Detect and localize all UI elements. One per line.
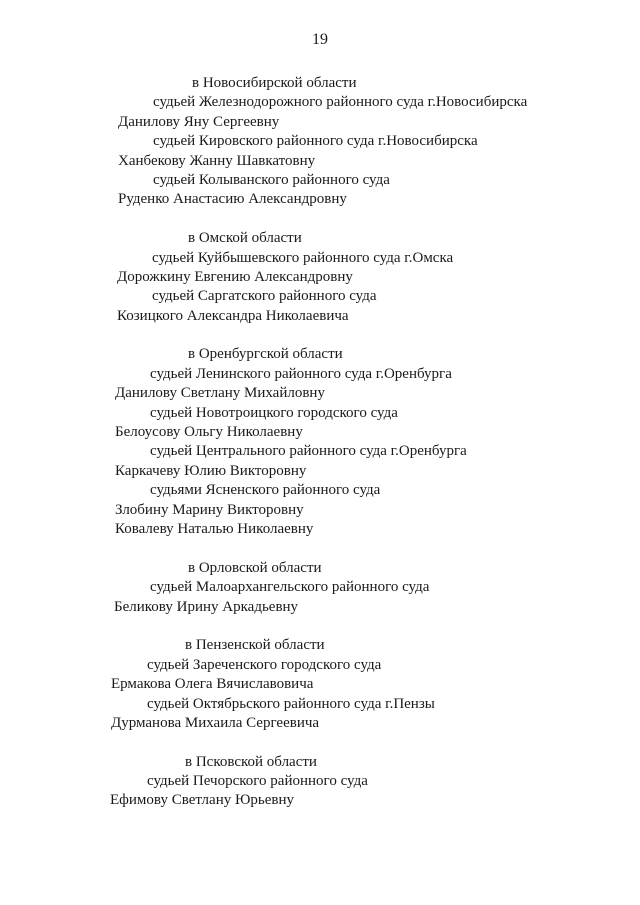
region-heading: в Орловской области xyxy=(188,559,322,576)
person-name: Козицкого Александра Николаевича xyxy=(117,307,349,324)
region-heading: в Омской области xyxy=(188,230,302,247)
person-name: Дорожкину Евгению Александровну xyxy=(117,268,353,285)
person-name: Беликову Ирину Аркадьевну xyxy=(114,598,299,615)
court-line: судьей Малоархангельского районного суда xyxy=(150,579,430,596)
court-line: судьей Центрального районного суда г.Оренбурга xyxy=(150,443,467,460)
court-line: судьей Куйбышевского районного суда г.Омска xyxy=(152,249,454,266)
court-line: судьей Колыванского районного суда xyxy=(153,171,390,188)
region-heading: в Новосибирской области xyxy=(192,75,357,91)
court-line: судьей Железнодорожного районного суда г.Новосибирска xyxy=(153,94,528,111)
person-name: Данилову Яну Сергеевну xyxy=(118,113,280,130)
person-name: Белоусову Ольгу Николаевну xyxy=(115,424,303,441)
section-gap xyxy=(0,733,640,752)
section-gap xyxy=(0,617,640,636)
section-gap xyxy=(0,210,640,229)
person-name: Дурманова Михаила Сергеевича xyxy=(111,714,320,731)
region-heading: в Оренбургской области xyxy=(188,346,343,363)
court-line: судьей Печорского районного суда xyxy=(147,773,368,790)
court-line: судьей Зареченского городского суда xyxy=(147,656,382,673)
person-name: Ефимову Светлану Юрьевну xyxy=(110,792,295,809)
person-name: Ханбекову Жанну Шавкатовну xyxy=(118,152,316,169)
court-line: судьей Ленинского районного суда г.Оренбурга xyxy=(150,365,452,382)
person-name: Ковалеву Наталью Николаевну xyxy=(115,520,314,537)
region-heading: в Пензенской области xyxy=(185,637,325,654)
page-number: 19 xyxy=(312,31,328,48)
court-line: судьей Саргатского районного суда xyxy=(152,288,377,305)
court-line: судьей Кировского районного суда г.Новосибирска xyxy=(153,133,478,150)
person-name: Руденко Анастасию Александровну xyxy=(118,191,347,208)
court-line: судьей Октябрьского районного суда г.Пензы xyxy=(147,695,435,712)
person-name: Каркачеву Юлию Викторовну xyxy=(115,462,307,479)
person-name: Ермакова Олега Вячиславовича xyxy=(111,676,314,693)
court-line: судьей Новотроицкого городского суда xyxy=(150,404,398,421)
section-gap xyxy=(0,326,640,345)
person-name: Злобину Марину Викторовну xyxy=(115,501,304,518)
person-name: Данилову Светлану Михайловну xyxy=(115,385,325,402)
region-heading: в Псковской области xyxy=(185,753,317,770)
document-body xyxy=(0,74,640,811)
section-gap xyxy=(0,539,640,558)
court-line: судьями Ясненского районного суда xyxy=(150,482,381,499)
